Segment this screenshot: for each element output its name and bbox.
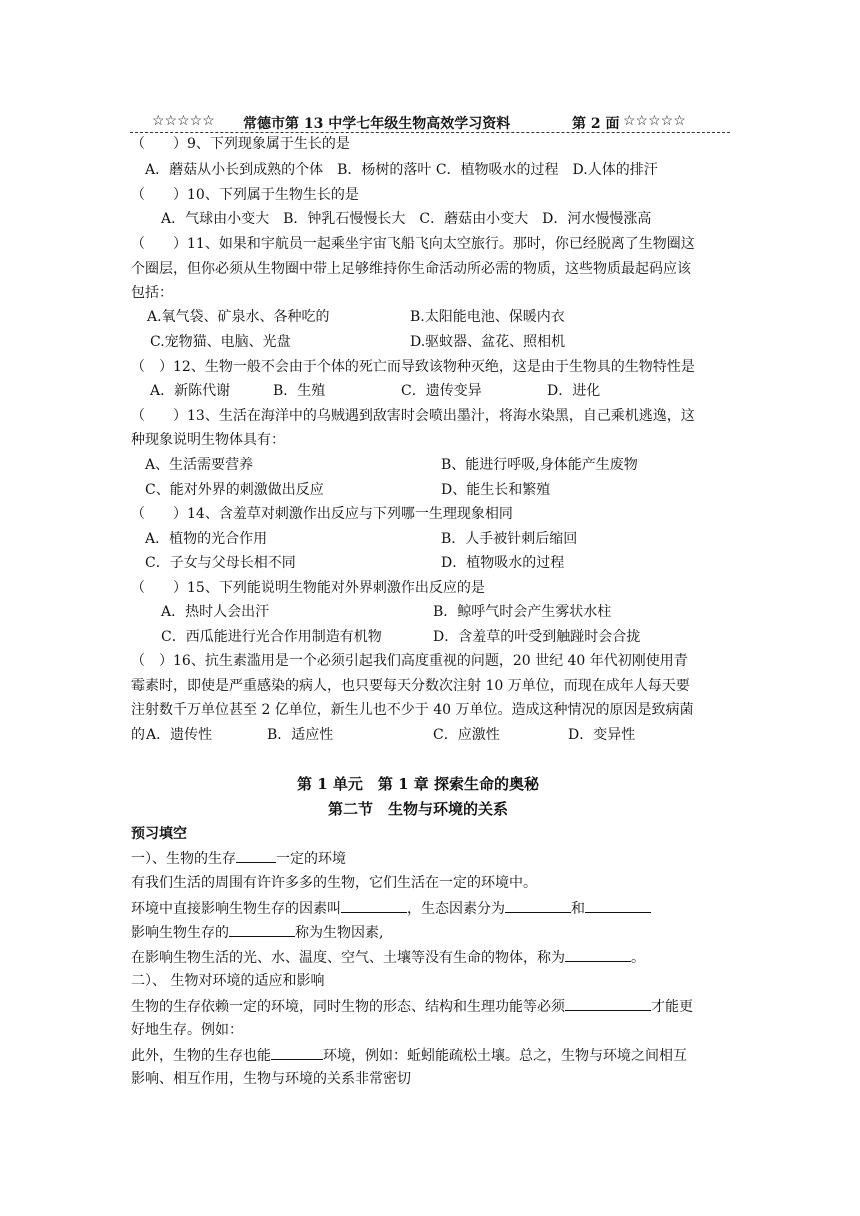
question-13-option-a: A、生活需要营养 xyxy=(145,457,254,473)
question-16-stem-line-3: 注射数千万单位甚至 2 亿单位，新生儿也不少于 40 万单位。造成这种情况的原因是致病菌 xyxy=(131,702,694,718)
question-14-stem: （ ）14、含羞草对刺激作出反应与下列哪一生理现象相同 xyxy=(131,506,513,522)
fill-line-7-text-b: 才能更 xyxy=(651,999,693,1015)
question-11-option-d: D.驱蚊器、盆花、照相机 xyxy=(410,334,566,350)
fill-line-9-text-b: 环境，例如：蚯蚓能疏松土壤。总之，生物与环境之间相互 xyxy=(323,1048,687,1064)
fill-blank-6[interactable] xyxy=(565,947,631,962)
fill-line-1-text-a: 一）、生物的生存 xyxy=(131,851,236,867)
fill-line-7-text-a: 生物的生存依赖一定的环境，同时生物的形态、结构和生理功能等必须 xyxy=(131,999,565,1015)
fill-line-5 xyxy=(131,947,645,968)
header-stars-right: ☆☆☆☆☆ xyxy=(623,113,686,129)
question-10-options: A．气球由小变大 B．钟乳石慢慢长大 C．蘑菇由小变大 D．河水慢慢涨高 xyxy=(161,211,652,227)
question-10-stem: （ ）10、下列属于生物生长的是 xyxy=(131,187,359,203)
fill-line-1-text-b: 一定的环境 xyxy=(276,851,346,867)
question-15-stem: （ ）15、下列能说明生物能对外界刺激作出反应的是 xyxy=(131,580,485,596)
question-11-option-a: A.氧气袋、矿泉水、各种吃的 xyxy=(147,309,330,325)
fill-line-3-text-b: ，生态因素分为 xyxy=(407,901,505,917)
question-14-option-b: B．人手被针刺后缩回 xyxy=(441,531,578,547)
preview-fill-heading: 预习填空 xyxy=(131,826,187,842)
question-15-option-d: D．含羞草的叶受到触踫时会合拢 xyxy=(433,629,641,645)
section-title-unit: 第 1 单元 第 1 章 探索生命的奥秘 xyxy=(297,775,539,793)
fill-line-1 xyxy=(131,848,346,869)
question-16-lead: 的 xyxy=(131,727,145,743)
header-stars-left: ☆☆☆☆☆ xyxy=(152,113,215,129)
question-13-stem-line-1: （ ）13、生活在海洋中的乌贼遇到敌害时会喷出墨汁，将海水染黑，自己乘机逃逸，这 xyxy=(131,408,695,424)
question-15-option-a: A．热时人会出汗 xyxy=(161,604,270,620)
question-16-stem-line-2: 霉素时，即使是严重感染的病人，也只要每天分数次注射 10 万单位，而现在成年人每天要 xyxy=(131,678,690,694)
question-9-stem: （ ）9、下列现象属于生长的是 xyxy=(131,136,350,152)
fill-line-7 xyxy=(131,996,693,1017)
fill-blank-5[interactable] xyxy=(229,922,295,937)
question-16-option-a: A．遗传性 xyxy=(146,727,213,743)
fill-blank-1[interactable] xyxy=(236,848,276,863)
question-13-stem-line-2: 种现象说明生物体具有： xyxy=(131,432,285,448)
fill-line-9 xyxy=(131,1045,687,1066)
fill-line-4 xyxy=(131,922,383,943)
question-12-option-d: D．进化 xyxy=(547,383,601,399)
question-12-option-c: C．遗传变异 xyxy=(401,383,482,399)
question-13-option-c: C、能对外界的刺激做出反应 xyxy=(145,482,324,498)
fill-line-2: 有我们生活的周围有许许多多的生物，它们生活在一定的环境中。 xyxy=(131,875,537,891)
fill-line-10: 影响、相互作用，生物与环境的关系非常密切 xyxy=(131,1071,411,1087)
fill-blank-7[interactable] xyxy=(565,996,651,1011)
fill-line-9-text-a: 此外，生物的生存也能 xyxy=(131,1048,271,1064)
fill-blank-4[interactable] xyxy=(585,898,651,913)
fill-line-3-text-c: 和 xyxy=(571,901,585,917)
question-12-option-a: A．新陈代谢 xyxy=(150,383,231,399)
question-13-option-b: B、能进行呼吸,身体能产生废物 xyxy=(441,457,638,473)
question-15-option-c: C．西瓜能进行光合作用制造有机物 xyxy=(161,629,382,645)
header-title: 常德市第 13 中学七年级生物高效学习资料 xyxy=(243,116,511,132)
question-14-option-d: D．植物吸水的过程 xyxy=(441,555,565,571)
question-12-stem: （ ）12、生物一般不会由于个体的死亡而导致该物种灭绝，这是由于生物具的生物特性是 xyxy=(131,359,695,375)
question-11-stem-line-1: （ ）11、如果和宇航员一起乘坐宇宙飞船飞向太空旅行。那时，你已经脱离了生物圈这 xyxy=(131,236,695,252)
fill-line-5-text-a: 在影响生物生活的光、水、温度、空气、土壤等没有生命的物体，称为 xyxy=(131,950,565,966)
fill-blank-3[interactable] xyxy=(505,898,571,913)
question-14-option-a: A．植物的光合作用 xyxy=(145,531,268,547)
page-header xyxy=(130,113,730,133)
question-11-stem-line-3: 包括： xyxy=(131,285,173,301)
question-11-stem-line-2: 个圈层，但你必须从生物圈中带上足够维持你生命活动所必需的物质，这些物质最起码应该 xyxy=(131,261,691,277)
question-11-option-c: C.宠物猫、电脑、光盘 xyxy=(150,334,291,350)
question-16-option-d: D．变异性 xyxy=(568,727,636,743)
question-9-options: A．蘑菇从小长到成熟的个体 B．杨树的落叶 C．植物吸水的过程 D.人体的排汗 xyxy=(145,162,658,178)
fill-line-4-text-b: 称为生物因素, xyxy=(295,925,384,941)
question-11-option-b: B.太阳能电池、保暖内衣 xyxy=(410,309,565,325)
fill-line-3-text-a: 环境中直接影响生物生存的因素叫 xyxy=(131,901,341,917)
question-16-stem-line-1: （ ）16、抗生素滥用是一个必须引起我们高度重视的问题，20 世纪 40 年代初刚使用青 xyxy=(131,653,688,669)
question-12-option-b: B．生殖 xyxy=(273,383,326,399)
fill-line-3 xyxy=(131,898,651,919)
question-15-option-b: B．鲸呼气时会产生雾状水柱 xyxy=(433,604,612,620)
question-16-option-b: B．适应性 xyxy=(267,727,334,743)
fill-line-4-text-a: 影响生物生存的 xyxy=(131,925,229,941)
fill-blank-2[interactable] xyxy=(341,898,407,913)
fill-blank-8[interactable] xyxy=(271,1045,323,1060)
question-14-option-c: C．子女与父母长相不同 xyxy=(145,555,296,571)
section-title-lesson: 第二节 生物与环境的关系 xyxy=(328,800,509,818)
fill-line-5-text-b: 。 xyxy=(631,950,645,966)
question-16-option-c: C．应激性 xyxy=(433,727,500,743)
fill-line-8: 好地生存。例如： xyxy=(131,1022,243,1038)
header-page-number: 第 2 面 xyxy=(572,116,620,132)
question-13-option-d: D、能生长和繁殖 xyxy=(441,482,551,498)
fill-line-6: 二）、 生物对环境的适应和影响 xyxy=(131,973,325,989)
